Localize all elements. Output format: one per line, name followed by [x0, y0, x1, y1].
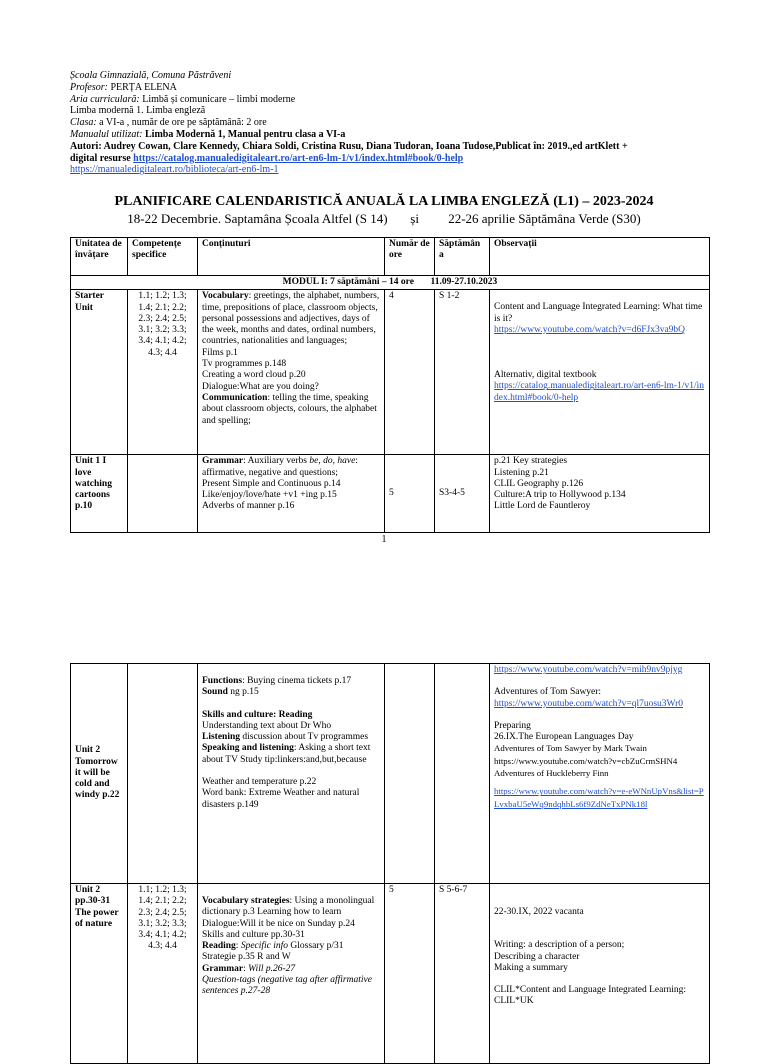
table-row	[71, 884, 710, 1064]
school-name: Școala Gimnazială, Comuna Păstrăveni	[70, 70, 232, 81]
content-cell: Functions: Buying cinema tickets p.17 Sound ng p.15 Skills and culture: Reading Understanding text about Dr Who Listening discussion about Tv programmes Speaking and listening: Asking a short text about TV Study tip:linkers:and,but,because Weather and temperature p.22 Word bank: Extreme Weather and natural disasters p.149	[198, 664, 385, 884]
unit-cell: Starter Unit	[71, 290, 128, 455]
digital-resources-link[interactable]: https://catalog.manualedigitaleart.ro/art-en6-lm-1/v1/index.html#book/0-help	[133, 152, 464, 164]
planning-table-page-2	[70, 663, 710, 1064]
class-line: Clasa: a VI-a , număr de ore pe săptămână: 2 ore	[70, 117, 267, 129]
table-row	[71, 664, 710, 884]
teacher-line: Profesor: PERȚA ELENA	[70, 81, 177, 93]
header-unit: Unitatea de învățare	[71, 238, 128, 276]
header-content: Conținuturi	[198, 238, 385, 276]
table-row	[71, 290, 710, 455]
module-title: MODUL I: 7 săptămâni – 14 ore 11.09-27.10.2023	[71, 276, 710, 290]
manual-line: Manualul utilizat: Limba Modernă 1, Manual pentru clasa a VI-a	[70, 128, 346, 140]
competencies-cell	[128, 455, 198, 533]
content-cell: Grammar: Auxiliary verbs be, do, have: affirmative, negative and questions; Present Simple and Continuous p.14 Like/enjoy/love/hate +v1 +ing p.15 Adverbs of manner p.16	[198, 455, 385, 533]
authors-line: Autori: Audrey Cowan, Clare Kennedy, Chiara Soldi, Cristina Rusu, Diana Tudoran, Ioana Tudose,Publicat în: 2019.,ed artKlett +	[70, 140, 628, 152]
youtube-link[interactable]: https://www.youtube.com/watch?v=mih9nv9pjyg	[494, 665, 683, 675]
curricular-area-line: Aria curriculară: Limbă și comunicare – limbi moderne	[70, 93, 296, 105]
planning-table-page-1	[70, 237, 710, 533]
hours-cell	[385, 664, 435, 884]
document-title: PLANIFICARE CALENDARISTICĂ ANUALĂ LA LIMBA ENGLEZĂ (L1) – 2023-2024	[114, 194, 654, 209]
page-number: 1	[381, 534, 387, 545]
table-row	[71, 455, 710, 533]
header-competencies: Competențe specifice	[128, 238, 198, 276]
competencies-cell: 1.1; 1.2; 1.3; 1.4; 2.1; 2.2; 2.3; 2.4; 2.5; 3.1; 3.2; 3.3; 3.4; 4.1; 4.2; 4.3; 4.4	[128, 290, 198, 455]
notes-cell: p.21 Key strategies Listening p.21 CLIL Geography p.126 Culture:A trip to Hollywood p.134 Little Lord de Fauntleroy	[490, 455, 710, 533]
document-header	[70, 70, 710, 176]
header-hours: Număr de ore	[385, 238, 435, 276]
module-row	[71, 276, 710, 290]
table-header-row	[71, 238, 710, 276]
content-cell: Vocabulary: greetings, the alphabet, numbers, time, prepositions of place, classroom objects, personal possessions and adjectives, days of the week, months and dates, ordinal numbers, countries, nationalities and languages; Films p.1 Tv programmes p.148 Creating a word cloud p.20 Dialogue:What are you doing? Communication: telling the time, speaking about classroom objects, colours, the alphabet and spelling;	[198, 290, 385, 455]
header-notes: Observații	[490, 238, 710, 276]
document-subtitle: 18-22 Decembrie. Saptamâna Școala Altfel (S 14) și 22-26 aprilie Săptămâna Verde (S30)	[127, 211, 641, 226]
unit-cell: Unit 1 I love watching cartoons p.10	[71, 455, 128, 533]
unit-cell: Unit 2 Tomorrow it will be cold and windy p.22	[71, 664, 128, 884]
competencies-cell: 1.1; 1.2; 1.3; 1.4; 2.1; 2.2; 2.3; 2.4; 2.5; 3.1; 3.2; 3.3; 3.4; 4.1; 4.2; 4.3; 4.4	[128, 884, 198, 1064]
youtube-link[interactable]: https://www.youtube.com/watch?v=d6FJx3va9bQ	[494, 324, 686, 335]
library-line	[70, 164, 710, 176]
tom-sawyer-link[interactable]: https://www.youtube.com/watch?v=ql7uosu3Wr0	[494, 698, 684, 709]
competencies-cell	[128, 664, 198, 884]
week-cell	[435, 664, 490, 884]
week-cell: S 5-6-7	[435, 884, 490, 1064]
library-link[interactable]: https://manualedigitaleart.ro/biblioteca/art-en6-lm-1	[70, 164, 279, 176]
subject-line: Limba modernă 1. Limba engleză	[70, 105, 206, 117]
notes-cell: 22-30.IX, 2022 vacanta Writing: a description of a person; Describing a character Making a summary CLIL*Content and Language Integrated Learning: CLIL*UK	[490, 884, 710, 1064]
header-week: Săptămân a	[435, 238, 490, 276]
notes-cell: https://www.youtube.com/watch?v=mih9nv9pjyg Adventures of Tom Sawyer: https://www.youtube.com/watch?v=ql7uosu3Wr0 Preparing 26.IX.The European Languages Day Adventures of Tom Sawyer by Mark Twain https://www.youtube.com/watch?v=cbZuCrmSHN4 Adventures of Huckleberry Finn https://www.youtube.com/watch?v=e-eWNnUpVns&list=PLvxbaU5eWq9ndqhbLs6f9ZdNeTxPNk18l	[490, 664, 710, 884]
hours-cell: 5	[385, 455, 435, 533]
notes-cell: Content and Language Integrated Learning: What time is it? https://www.youtube.com/watch?v=d6FJx3va9bQ Alternativ, digital textbook https://catalog.manualedigitaleart.ro/art-en6-lm-1/v1/index.html#book/0-help	[490, 290, 710, 455]
huckleberry-playlist-link[interactable]: https://www.youtube.com/watch?v=e-eWNnUpVns&list=PLvxbaU5eWq9ndqhbLs6f9ZdNeTxPNk18l	[494, 786, 704, 809]
digital-resources-line: digital resurse https://catalog.manualedigitaleart.ro/art-en6-lm-1/v1/index.html#book/0-help	[70, 152, 464, 164]
hours-cell: 5	[385, 884, 435, 1064]
content-cell: Vocabulary strategies: Using a monolingual dictionary p.3 Learning how to learn Dialogue:Will it be nice on Sunday p.24 Skills and culture pp.30-31 Reading: Specific info Glossary p/31 Strategie p.35 R and W Grammar: Will p.26-27 Question-tags (negative tag after affirmative sentences p.27-28	[198, 884, 385, 1064]
week-cell: S3-4-5	[435, 455, 490, 533]
digital-textbook-link[interactable]: https://catalog.manualedigitaleart.ro/art-en6-lm-1/v1/index.html#book/0-help	[494, 381, 704, 403]
week-cell: S 1-2	[435, 290, 490, 455]
hours-cell: 4	[385, 290, 435, 455]
unit-cell: Unit 2 pp.30-31 The power of nature	[71, 884, 128, 1064]
